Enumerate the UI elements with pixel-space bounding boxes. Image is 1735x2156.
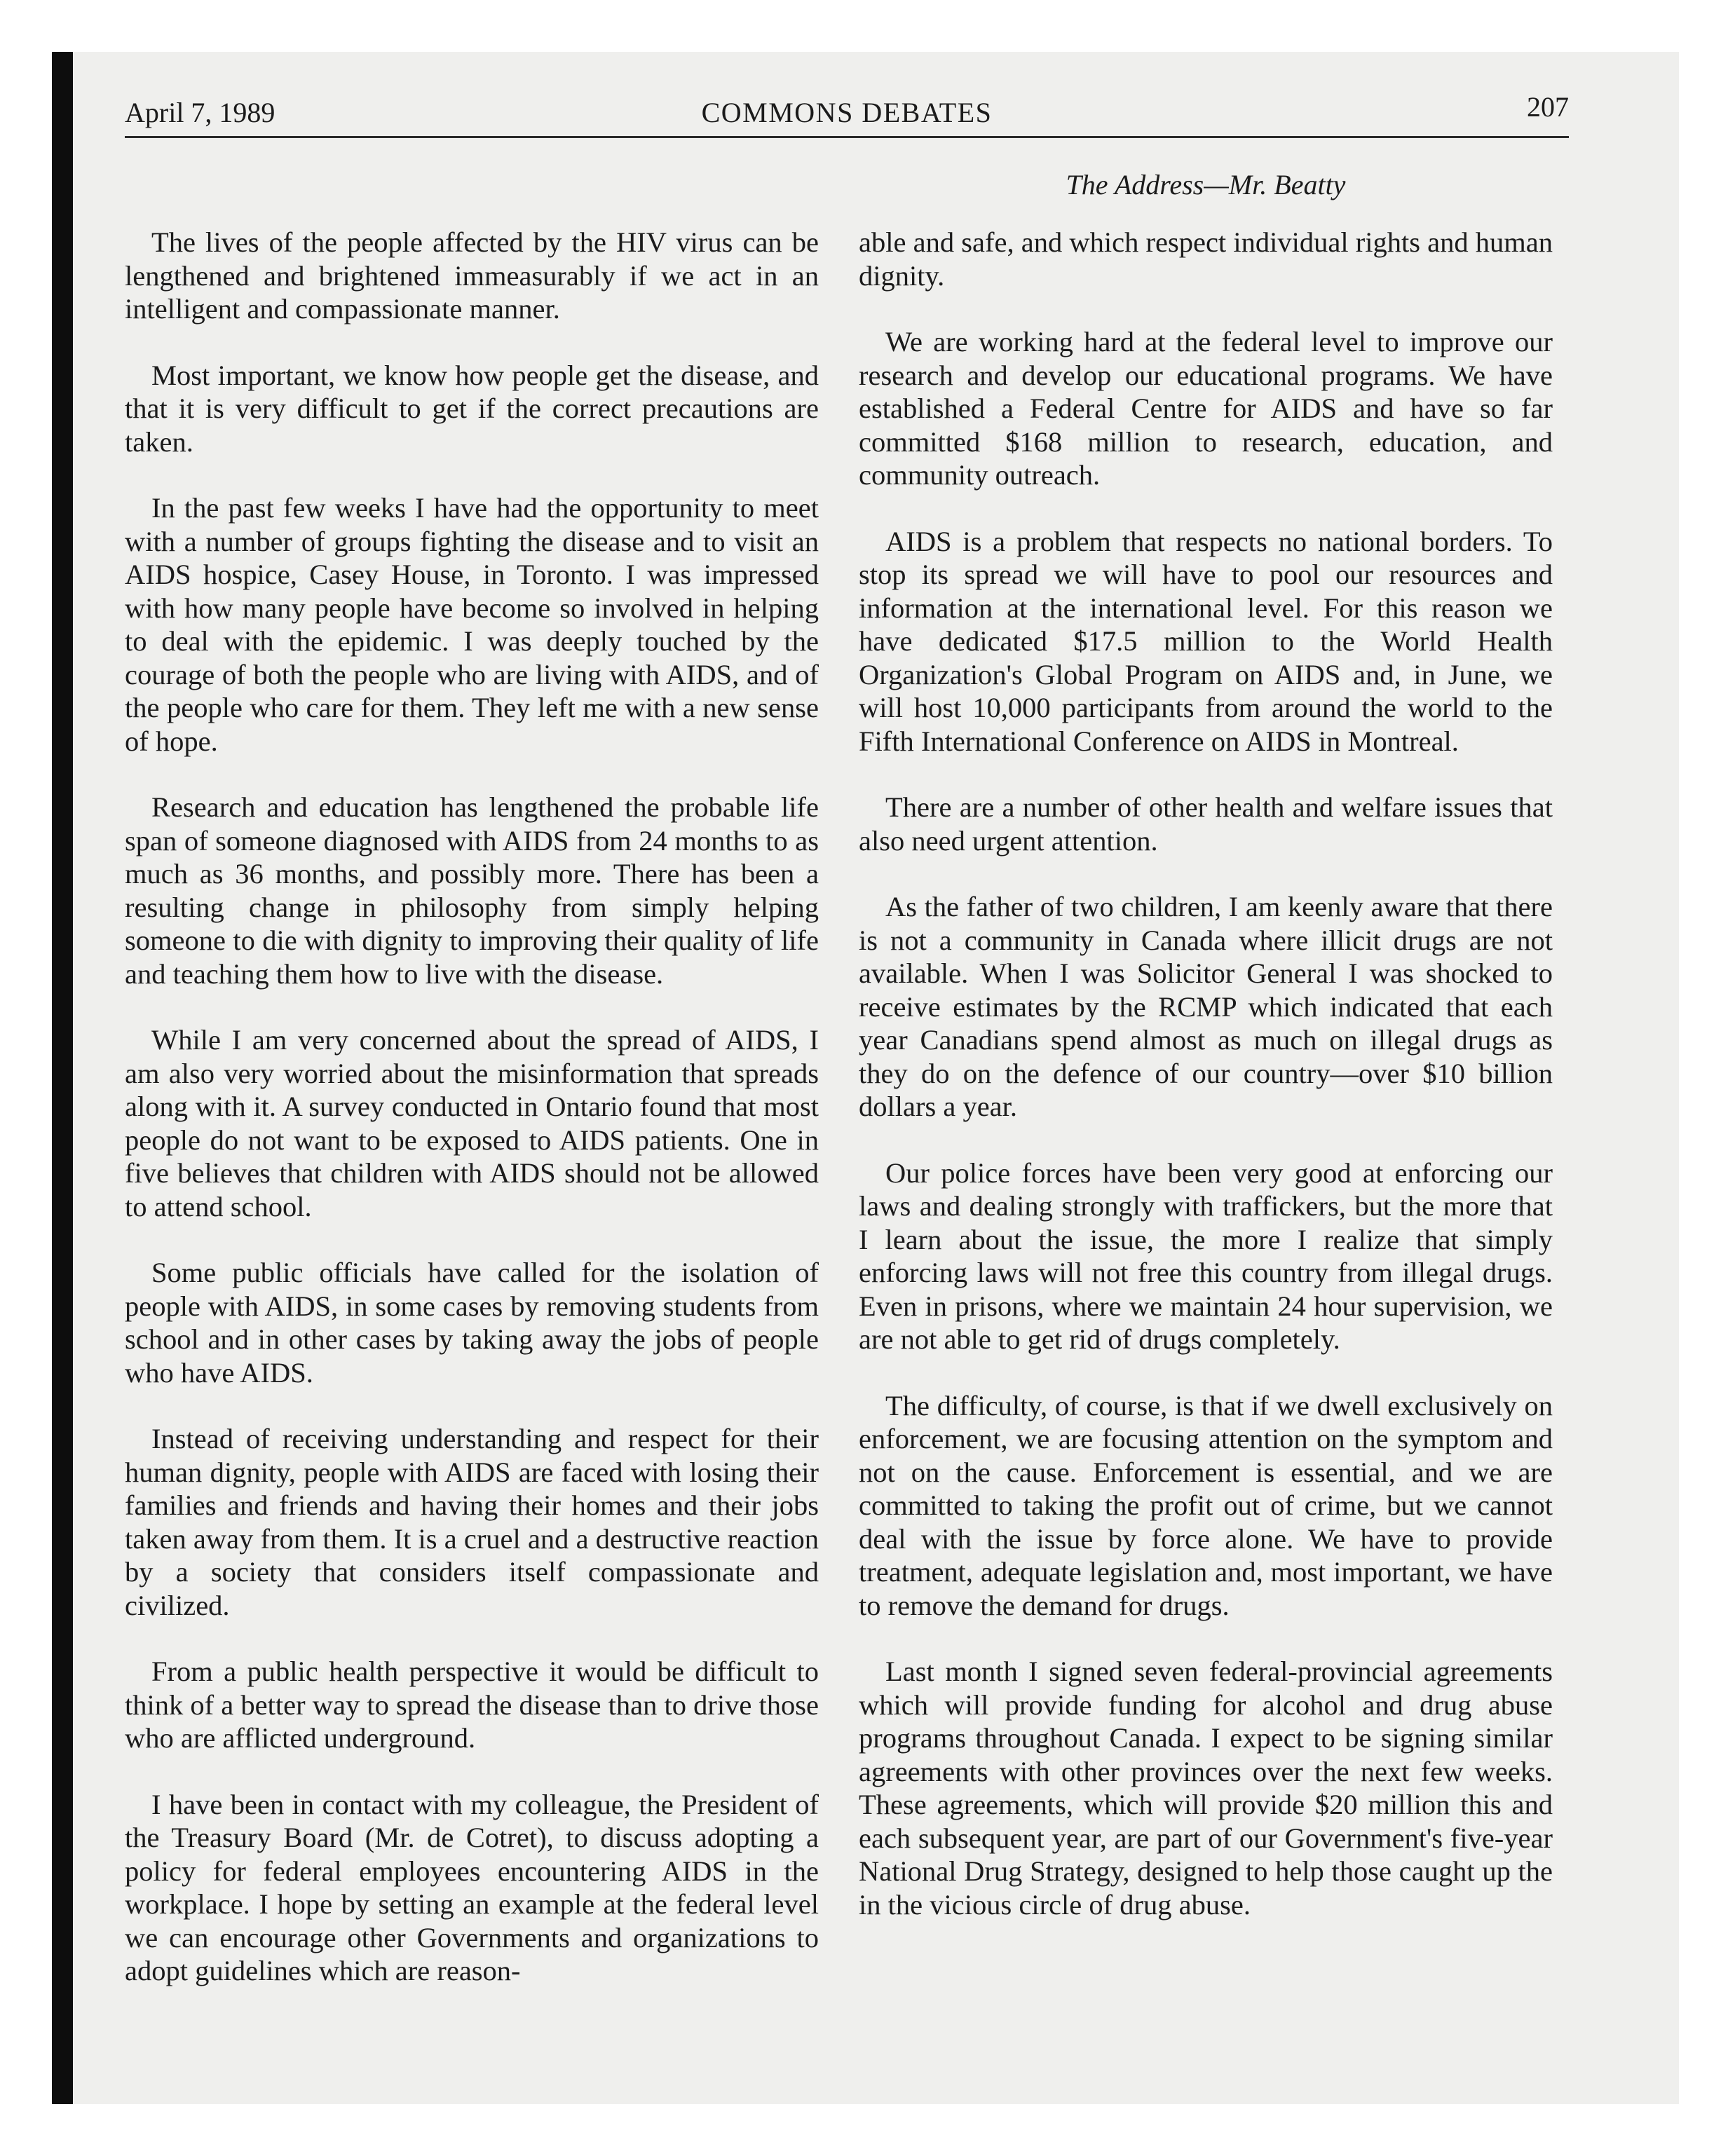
paragraph-continued: able and safe, and which respect individual rights and human dignity. bbox=[859, 226, 1553, 292]
paragraph: AIDS is a problem that respects no national borders. To stop its spread we will have to pool our resources and information at the international level. For this reason we have dedicated $17.5 million to the World Health Organization's Global Program on AIDS and, in June, we will host 10,000 participants from around the world to the Fifth International Conference on AIDS in Montreal. bbox=[859, 525, 1553, 757]
paragraph: Instead of receiving understanding and respect for their human dignity, people with AIDS are faced with losing their families and friends and having their homes and their jobs taken away from them. It is a cruel and a destructive reaction by a society that considers itself compassionate and civilized. bbox=[125, 1423, 819, 1621]
right-column bbox=[859, 226, 1553, 1954]
running-head: The Address—Mr. Beatty bbox=[1066, 169, 1346, 200]
left-column bbox=[125, 226, 819, 2021]
paragraph: The lives of the people affected by the HIV virus can be lengthened and brightened immeasurably if we act in an intelligent and compassionate manner. bbox=[125, 226, 819, 325]
header-publication: COMMONS DEBATES bbox=[701, 97, 993, 128]
paragraph: We are working hard at the federal level to improve our research and develop our educational programs. We have established a Federal Centre for AIDS and have so far committed $168 million to research, education, and community outreach. bbox=[859, 326, 1553, 491]
page-number: 207 bbox=[1527, 91, 1569, 123]
paragraph: Last month I signed seven federal-provincial agreements which will provide funding for alcohol and drug abuse programs throughout Canada. I expect to be signing similar agreements with other provinces over the next few weeks. These agreements, which will provide $20 million this and each subsequent year, are part of our Government's five-year National Drug Strategy, designed to help those caught up the in the vicious circle of drug abuse. bbox=[859, 1656, 1553, 1920]
header-rule bbox=[125, 136, 1569, 138]
paragraph: I have been in contact with my colleague, the President of the Treasury Board (Mr. de Cotret), to discuss adopting a policy for federal employees encountering AIDS in the workplace. I hope by setting an example at the federal level we can encourage other Governments and organizations to adopt guidelines which are reason- bbox=[125, 1788, 819, 1986]
paragraph: Our police forces have been very good at enforcing our laws and dealing strongly with traffickers, but the more that I learn about the issue, the more I realize that simply enforcing laws will not free this country from illegal drugs. Even in prisons, where we maintain 24 hour supervision, we are not able to get rid of drugs completely. bbox=[859, 1157, 1553, 1355]
paragraph: The difficulty, of course, is that if we dwell exclusively on enforcement, we are focusing attention on the symptom and not on the cause. Enforcement is essential, and we are committed to taking the profit out of crime, but we cannot deal with the issue by force alone. We have to provide treatment, adequate legislation and, most important, we have to remove the demand for drugs. bbox=[859, 1389, 1553, 1621]
page-header bbox=[125, 93, 1569, 135]
paragraph: In the past few weeks I have had the opportunity to meet with a number of groups fighting the disease and to visit an AIDS hospice, Casey House, in Toronto. I was impressed with how many people have become so involved in helping to deal with the epidemic. I was deeply touched by the courage of both the people who are living with AIDS, and of the people who care for them. They left me with a new sense of hope. bbox=[125, 492, 819, 757]
paragraph: As the father of two children, I am keenly aware that there is not a community in Canada where illicit drugs are not available. When I was Solicitor General I was shocked to receive estimates by the RCMP which indicated that each year Canadians spend almost as much on illegal drugs as they do on the defence of our country—over $10 billion dollars a year. bbox=[859, 891, 1553, 1122]
paragraph: Research and education has lengthened the probable life span of someone diagnosed with AIDS from 24 months to as much as 36 months, and possibly more. There has been a resulting change in philosophy from simply helping someone to die with dignity to improving their quality of life and teaching them how to live with the disease. bbox=[125, 791, 819, 990]
paragraph: While I am very concerned about the spread of AIDS, I am also very worried about the misinformation that spreads along with it. A survey conducted in Ontario found that most people do not want to be exposed to AIDS patients. One in five believes that children with AIDS should not be allowed to attend school. bbox=[125, 1024, 819, 1222]
header-date: April 7, 1989 bbox=[125, 97, 275, 128]
paragraph: There are a number of other health and welfare issues that also need urgent attention. bbox=[859, 791, 1553, 857]
paragraph: Most important, we know how people get the disease, and that it is very difficult to get if the correct precautions are taken. bbox=[125, 359, 819, 458]
paragraph: From a public health perspective it would be difficult to think of a better way to spread the disease than to drive those who are afflicted underground. bbox=[125, 1656, 819, 1754]
paragraph: Some public officials have called for the isolation of people with AIDS, in some cases by removing students from school and in other cases by taking away the jobs of people who have AIDS. bbox=[125, 1257, 819, 1389]
binding-edge bbox=[52, 52, 73, 2104]
